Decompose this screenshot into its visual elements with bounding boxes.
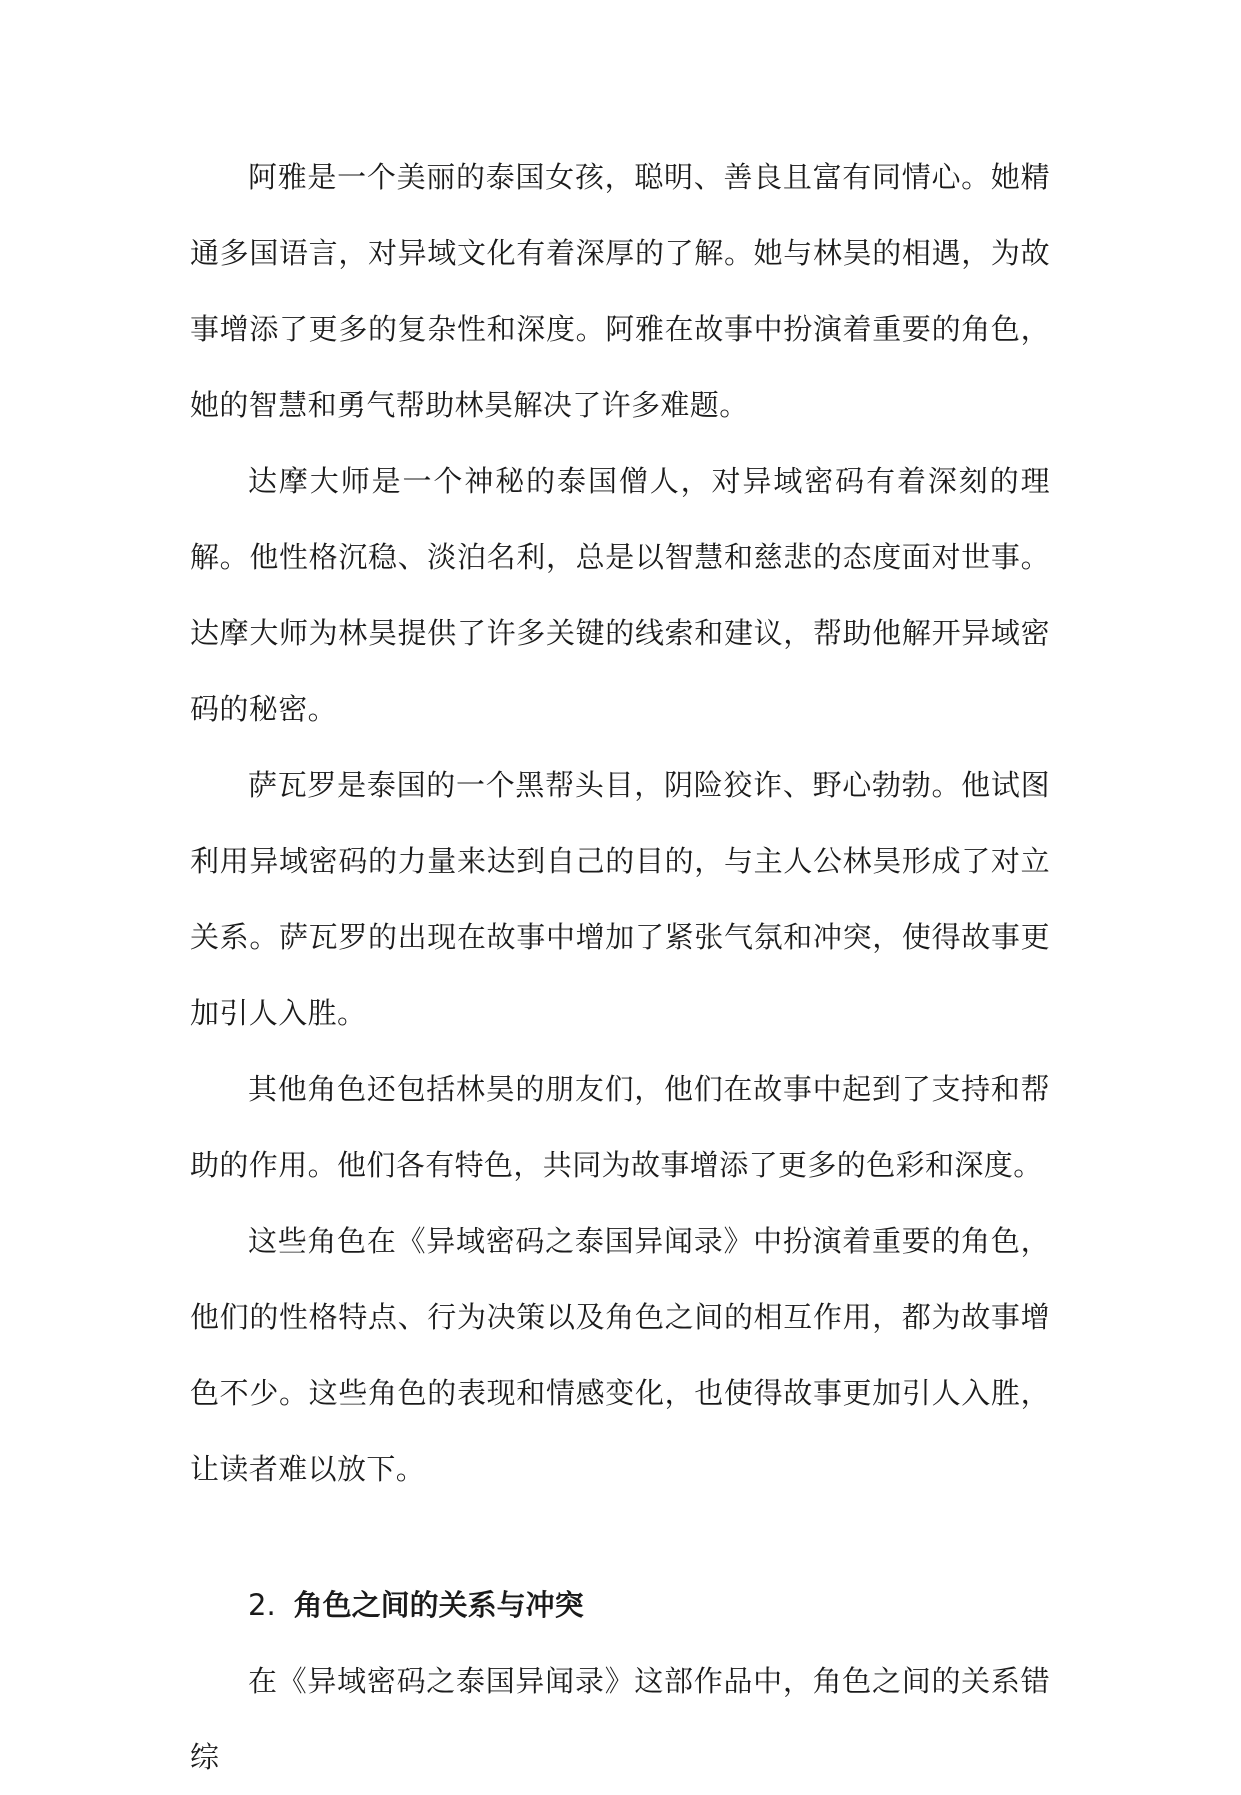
- section-title: 角色之间的关系与冲突: [293, 1588, 584, 1622]
- paragraph-master-dharma: 达摩大师是一个神秘的泰国僧人，对异域密码有着深刻的理解。他性格沉稳、淡泊名利，总是以智慧和慈悲的态度面对世事。达摩大师为林昊提供了许多关键的线索和建议，帮助他解开异域密码的秘密。: [190, 464, 1050, 726]
- section-number: 2.: [248, 1588, 276, 1622]
- paragraph-aya: 阿雅是一个美丽的泰国女孩，聪明、善良且富有同情心。她精通多国语言，对异域文化有着深厚的了解。她与林昊的相遇，为故事增添了更多的复杂性和深度。阿雅在故事中扮演着重要的角色，她的智慧和勇气帮助林昊解决了许多难题。: [190, 160, 1050, 422]
- section-heading: [190, 1567, 1050, 1643]
- document-body: [190, 139, 1050, 1795]
- paragraph-relationships-intro: 在《异域密码之泰国异闻录》这部作品中，角色之间的关系错综: [190, 1664, 1050, 1774]
- paragraph-savaro: 萨瓦罗是泰国的一个黑帮头目，阴险狡诈、野心勃勃。他试图利用异域密码的力量来达到自己的目的，与主人公林昊形成了对立关系。萨瓦罗的出现在故事中增加了紧张气氛和冲突，使得故事更加引人入胜。: [190, 768, 1050, 1030]
- paragraph-summary: 这些角色在《异域密码之泰国异闻录》中扮演着重要的角色，他们的性格特点、行为决策以及角色之间的相互作用，都为故事增色不少。这些角色的表现和情感变化，也使得故事更加引人入胜，让读者难以放下。: [190, 1224, 1050, 1486]
- paragraph-other-characters: 其他角色还包括林昊的朋友们，他们在故事中起到了支持和帮助的作用。他们各有特色，共同为故事增添了更多的色彩和深度。: [190, 1072, 1050, 1182]
